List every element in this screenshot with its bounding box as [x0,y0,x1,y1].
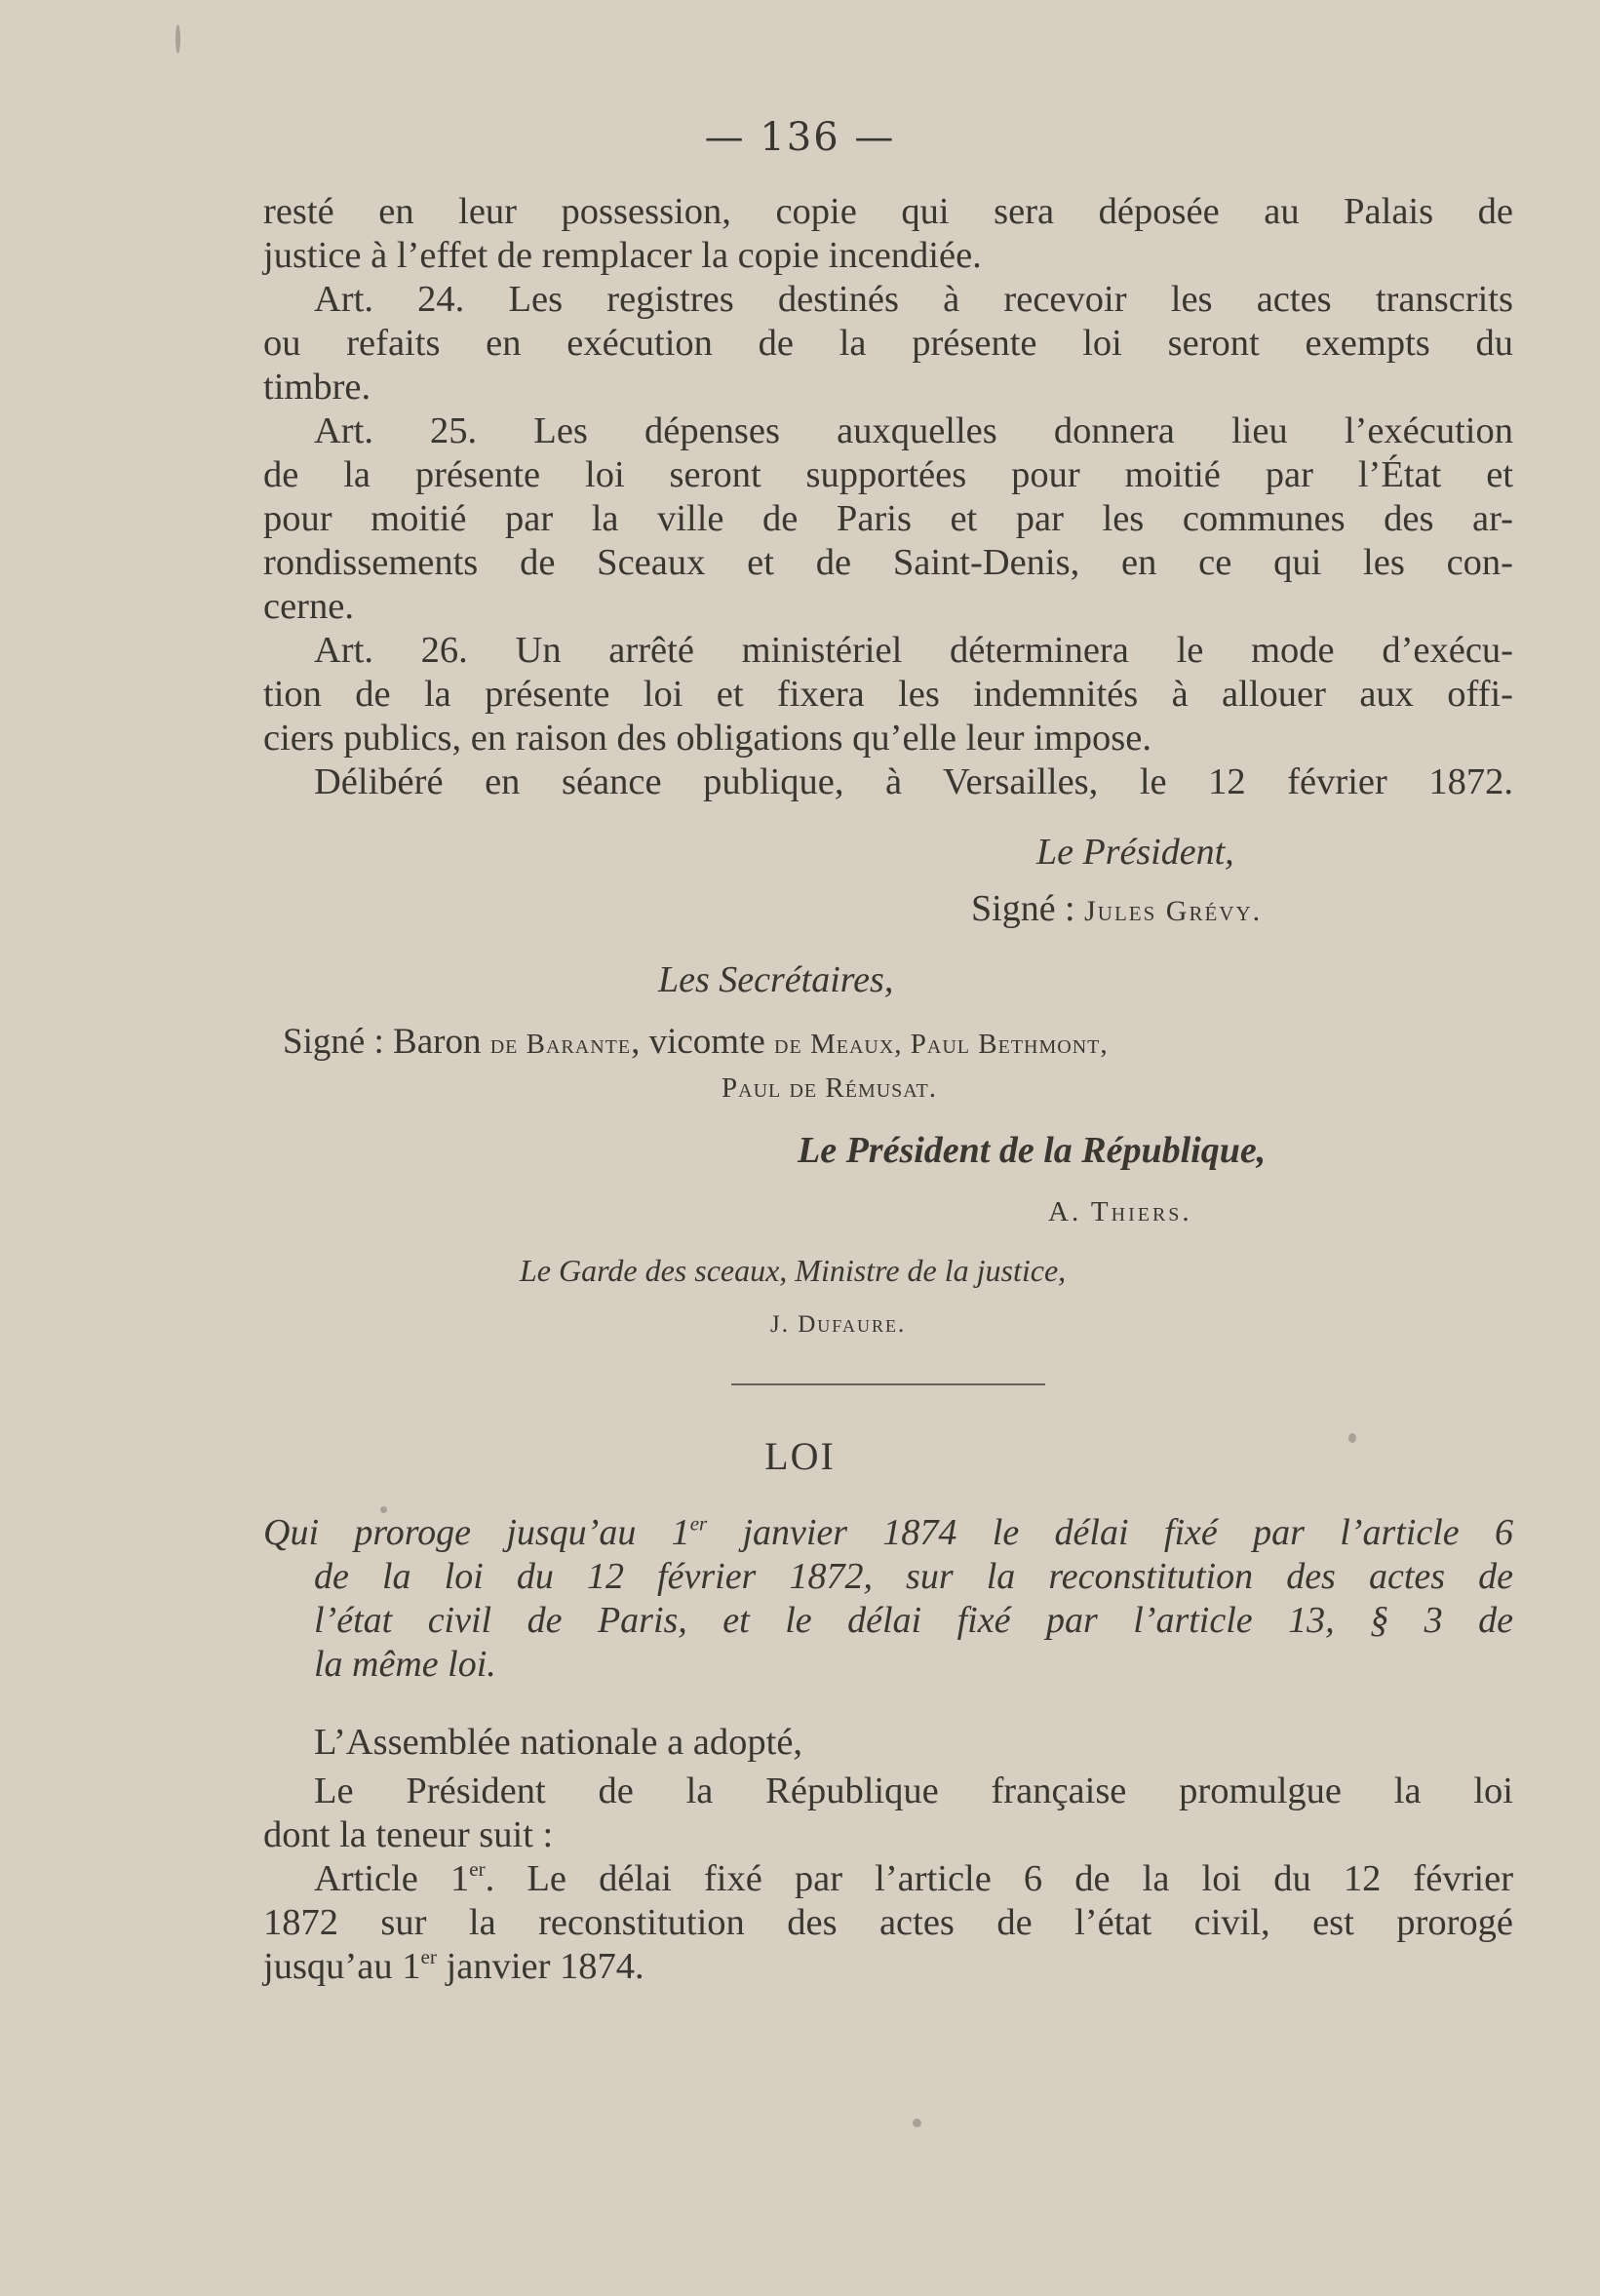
secretary-name: de Barante [489,1029,632,1060]
text-line: resté en leur possession, copie qui sera déposée au Palais de [263,191,1513,232]
loi-summary [263,1511,1513,1687]
text-line: timbre. [263,367,371,408]
text-line: ciers publics, en raison des obligations qu’elle leur impose. [263,718,1151,759]
president-signature [971,887,1517,930]
loi-body [263,1721,1513,1989]
text-line: ou refaits en exécution de la présente loi seront exempts du [263,323,1513,364]
article-25-line: Art. 25. Les dépenses auxquelles donnera lieu l’exécution [314,410,1513,451]
paper-stain [913,2119,921,2127]
promulgue-line: Le Président de la République française promulgue la loi [314,1771,1513,1811]
garde-des-sceaux-title: Le Garde des sceaux, Ministre de la justice, [520,1253,1067,1288]
text-line: justice à l’effet de remplacer la copie incendiée. [263,235,982,276]
page-number: — 136 — [704,115,896,160]
text-line: tion de la présente loi et fixera les indemnités à allouer aux offi- [263,674,1513,715]
secretary-name: , Paul Bethmont, [894,1029,1109,1060]
president-title: Le Président, [1036,832,1234,873]
text-line: de la présente loi seront supportées pour moitié par l’État et [263,454,1513,495]
superscript: er [689,1511,708,1536]
text-line: pour moitié par la ville de Paris et par les communes des ar- [263,498,1513,539]
text-line [263,1945,1513,1989]
article-text: . Le délai fixé par l’article 6 de la loi du 12 février [485,1858,1514,1899]
secretaires-signatures [283,1021,1511,1063]
deliberation-line: Délibéré en séance publique, à Versailles, le 12 février 1872. [314,761,1513,802]
secretaires-title: Les Secrétaires, [658,959,894,1000]
article-text: janvier 1874. [436,1946,644,1987]
signe-baron: Signé : Baron [283,1022,482,1062]
president-name: Jules Grévy. [1084,895,1263,927]
article-text: jusqu’au 1 [263,1946,421,1987]
articles-block [263,190,1513,804]
paper-stain [176,24,180,54]
loi-heading: LOI [764,1434,836,1478]
superscript: er [420,1945,437,1969]
vicomte-label: , vicomte [631,1022,765,1062]
summary-line [263,1511,1513,1555]
adopte-line: L’Assemblée nationale a adopté, [314,1722,803,1763]
secretary-name: de Meaux [774,1029,895,1060]
article-26-line: Art. 26. Un arrêté ministériel déterminera le mode d’exécu- [314,630,1513,671]
article-1-line [263,1857,1513,1901]
summary-text: janvier 1874 le délai fixé par l’article 6 [707,1512,1513,1553]
thiers-name: A. Thiers. [1048,1196,1192,1227]
section-divider [731,1383,1045,1385]
dufaure-name: J. Dufaure. [770,1311,907,1338]
article-24-line: Art. 24. Les registres destinés à recevoir les actes transcrits [314,279,1513,320]
summary-text: Qui proroge jusqu’au 1 [263,1512,690,1553]
article-text: Article 1 [314,1858,470,1899]
president-republique-title: Le Président de la République, [798,1130,1267,1171]
text-line: 1872 sur la reconstitution des actes de l’état civil, est prorogé [263,1902,1513,1943]
text-line: cerne. [263,586,354,627]
signe-label: Signé : [971,888,1075,929]
text-line: rondissements de Sceaux et de Saint-Denis, en ce qui les con- [263,542,1513,583]
superscript: er [469,1857,486,1882]
summary-line: de la loi du 12 février 1872, sur la reconstitution des actes de [314,1556,1513,1597]
summary-line: la même loi. [314,1644,496,1685]
promulgue-line: dont la teneur suit : [263,1814,554,1855]
secretary-name: Paul de Rémusat. [722,1072,937,1104]
summary-line: l’état civil de Paris, et le délai fixé par l’article 13, § 3 de [314,1600,1513,1641]
